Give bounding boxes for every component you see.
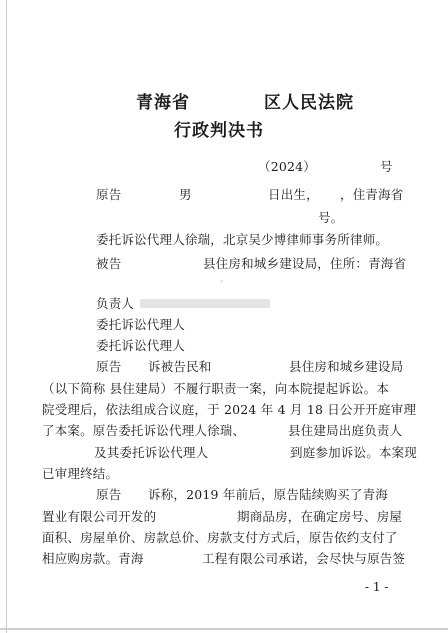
para1-bureau: 县住房和城乡建设局 [289, 359, 404, 374]
scan-speck [220, 280, 223, 283]
defendant-agent-2: 委托诉讼代理人 [96, 338, 185, 353]
document-title: 行政判决书 [174, 121, 264, 141]
case-year: （2024） [258, 159, 317, 174]
para2-line3: 面积、房屋单价、房款总价、房款支付方式后，原告依约支付了 [42, 530, 398, 545]
para1-line4-a: 了本案。原告委托诉讼代理人徐瑞、 [42, 423, 246, 438]
para1-defendant: 诉被告民和 [148, 359, 212, 374]
para2-start: 原告 [96, 487, 122, 502]
para1-line6: 已审理终结。 [42, 466, 119, 481]
para1-start: 原告 [96, 359, 122, 374]
para2-claim: 诉称，2019 年前后，原告陆续购买了青海 [148, 487, 388, 502]
legal-rep-label: 负责人 [96, 296, 135, 311]
court-name-left: 青海省 [136, 93, 190, 113]
para2-line4-b: 工程有限公司承诺，会尽快与原告签 [202, 551, 406, 566]
para1-line3: 院受理后，依法组成合议庭，于 2024 年 4 月 18 日公开开庭审理 [42, 402, 417, 417]
redaction-mark [140, 299, 270, 308]
case-suffix: 号 [380, 159, 393, 174]
defendant-label: 被告 [96, 256, 122, 271]
para2-line4-a: 相应购房款。青海 [42, 551, 144, 566]
plaintiff-birth: 日出生， [268, 187, 319, 202]
scan-edge-bottom [0, 628, 448, 630]
plaintiff-address-end: 号。 [318, 210, 344, 225]
agent-line: 委托诉讼代理人徐瑞，北京吴少博律师事务所律师。 [96, 232, 389, 247]
scan-edge-left [6, 0, 7, 633]
plaintiff-label: 原告 [96, 187, 122, 202]
para1-line4-b: 县住建局出庭负责人 [288, 423, 403, 438]
para1-line5-b: 到庭参加诉讼。本案现 [290, 445, 418, 460]
court-name-right: 区人民法院 [264, 93, 354, 113]
para2-line2-b: 期商品房，在确定房号、房屋 [237, 509, 403, 524]
defendant-agent-1: 委托诉讼代理人 [96, 317, 185, 332]
defendant-name: 县住房和城乡建设局，住所：青海省 [203, 256, 407, 271]
para1-line2: （以下简称 县住建局）不履行职责一案，向本院提起诉讼。本 [42, 381, 390, 396]
para2-line2-a: 置业有限公司开发的 [42, 509, 157, 524]
plaintiff-address: ，住青海省 [340, 187, 404, 202]
page-number: - 1 - [365, 580, 389, 594]
para1-line5-a: 及其委托诉讼代理人 [94, 445, 209, 460]
plaintiff-gender: 男 [179, 187, 192, 202]
